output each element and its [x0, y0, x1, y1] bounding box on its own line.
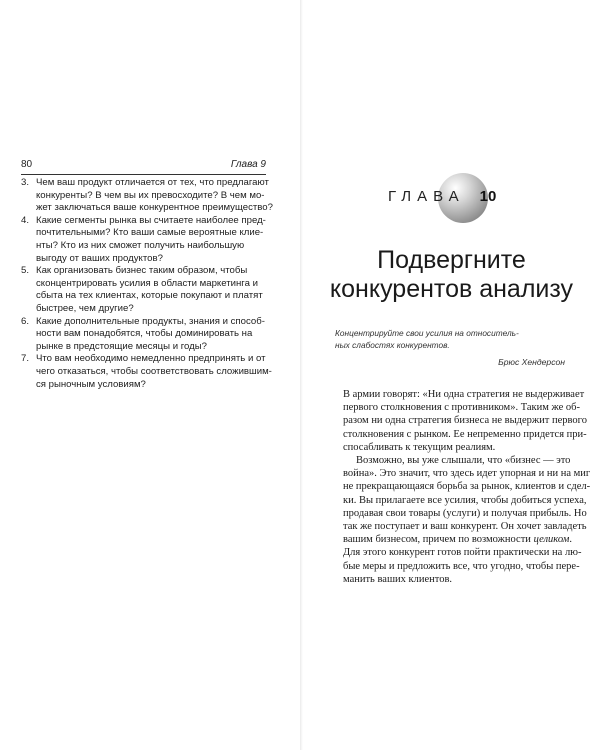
body-text-line: война». Это значит, что здесь идет упорная и ни на миг	[343, 468, 591, 480]
question-number: 5.	[21, 265, 30, 277]
body-text-fragment: .	[569, 534, 572, 546]
question-text-line: рынке в предстоящие месяцы и годы?	[36, 340, 207, 352]
question-text-line: почтительными? Кто ваши самые вероятные клие-	[36, 227, 264, 239]
chapter-body	[343, 388, 591, 586]
question-item	[21, 177, 271, 215]
body-text-line: спосабливать к текущим реалиям.	[343, 441, 496, 453]
question-text-line: сбыта на тех клиентах, которые покупают и платят	[36, 290, 263, 302]
epigraph-author: Брюс Хендерсон	[498, 357, 565, 367]
body-text-line: манить ваших клиентов.	[343, 573, 453, 585]
body-text-line: В армии говорят: «Ни одна стратегия не выдерживает	[343, 389, 585, 400]
question-text-line: чего отказаться, чтобы соответствовать сложившим-	[36, 365, 272, 377]
emphasized-word: целиком	[533, 534, 570, 546]
question-number: 7.	[21, 353, 30, 365]
question-text-line: быстрее, чем другие?	[36, 302, 134, 314]
paragraph-2	[343, 454, 591, 586]
chapter-heading	[303, 170, 600, 232]
body-text-line: первого столкновения с противником». Таким же об-	[343, 402, 580, 414]
paragraph-1	[343, 388, 588, 454]
question-item	[21, 215, 271, 265]
body-text-line: Возможно, вы уже слышали, что «бизнес — это	[356, 455, 571, 467]
body-text-fragment: вашим бизнесом, причем по возможности	[343, 534, 534, 546]
question-list	[21, 177, 271, 391]
question-text-line: ности вам понадобятся, чтобы доминировать на	[36, 328, 253, 340]
chapter-title	[303, 246, 600, 304]
body-text-line: Для этого конкурент готов пойти практически на лю-	[343, 547, 582, 559]
question-number: 6.	[21, 315, 30, 327]
chapter-word: ГЛАВА	[388, 188, 465, 205]
page-number: 80	[21, 159, 33, 170]
question-text-line: конкуренты? В чем вы их превосходите? В чем мо-	[36, 189, 265, 201]
body-text-line: разом ни одна стратегия бизнеса не выдержит первого	[343, 415, 587, 427]
chapter-title-line: конкурентов анализу	[329, 275, 574, 303]
body-text-line	[343, 533, 588, 546]
question-text-line: нты? Кто из них сможет получить наибольшую	[36, 239, 245, 251]
running-head	[21, 158, 266, 175]
question-text-line: Что вам необходимо немедленно предпринять и от	[36, 353, 266, 365]
running-head-chapter: Глава 9	[230, 159, 266, 170]
epigraph-line: Концентрируйте свои усилия на относитель-	[335, 328, 519, 338]
body-text-line: ки. Вы прилагаете все усилия, чтобы добиться успеха,	[343, 494, 587, 506]
body-text-line: не прекращающаяся борьба за рынок, клиентов и сдел-	[343, 481, 591, 493]
body-text-line: продавая свои товары (услуги) и получая прибыль. Но	[343, 507, 587, 519]
question-text-line: Чем ваш продукт отличается от тех, что предлагают	[36, 177, 269, 188]
question-text-line: сконцентрировать усилия в области маркетинга и	[36, 277, 258, 289]
question-item	[21, 353, 271, 391]
question-item	[21, 265, 271, 315]
epigraph-line: ных слабостях конкурентов.	[335, 340, 450, 350]
right-page	[303, 0, 600, 750]
body-text-line: так же поступает и ваш конкурент. Он хочет завладеть	[343, 521, 587, 533]
chapter-number: 10	[479, 188, 497, 205]
question-number: 4.	[21, 214, 30, 226]
question-text-line: выгоду от ваших продуктов?	[36, 252, 163, 264]
question-text-line: Какие дополнительные продукты, знания и способ-	[36, 315, 265, 327]
question-text-line: Как организовать бизнес таким образом, чтобы	[36, 265, 248, 277]
body-text-line: бые меры и предложить все, что угодно, чтобы пере-	[343, 560, 580, 572]
epigraph	[335, 327, 565, 351]
question-number: 3.	[21, 177, 30, 188]
question-text-line: Какие сегменты рынка вы считаете наиболее пред-	[36, 214, 266, 226]
question-text-line: жет заключаться ваше конкурентное преимущество?	[36, 202, 273, 214]
question-item	[21, 316, 271, 354]
question-text-line: ся рыночным условиям?	[36, 378, 146, 390]
body-text-line: столкновения с рынком. Ее непременно придется при-	[343, 428, 587, 440]
chapter-title-line: Подвергните	[377, 246, 526, 274]
